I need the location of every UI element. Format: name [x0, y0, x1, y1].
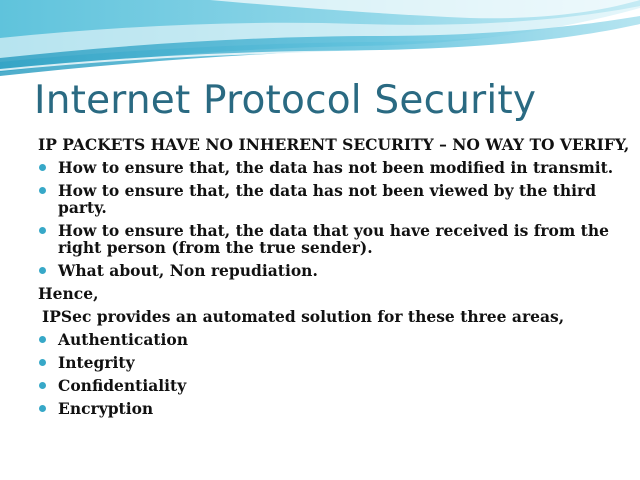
bullet-icon	[39, 336, 46, 343]
bullet-item	[38, 182, 618, 216]
slide-title: Internet Protocol Security	[34, 78, 537, 123]
hence-text: Hence,	[38, 284, 99, 303]
solution-text: IPSec provides an automated solution for these three areas,	[42, 307, 565, 326]
bullet-icon	[39, 359, 46, 366]
bullet-text: Confidentiality	[58, 376, 187, 395]
bullet-icon	[39, 382, 46, 389]
bullet-item	[38, 222, 618, 256]
bullet-text: What about, Non repudiation.	[58, 261, 318, 280]
header-wave-decoration	[0, 0, 640, 82]
bullet-icon	[39, 267, 46, 274]
bullet-item	[38, 377, 618, 394]
bullet-icon	[39, 405, 46, 412]
bullet-item	[38, 262, 618, 279]
slide-body	[38, 135, 630, 423]
bullet-item	[38, 400, 618, 417]
bullet-text: How to ensure that, the data has not been modified in transmit.	[58, 158, 614, 177]
intro-heading: IP PACKETS HAVE NO INHERENT SECURITY – NO WAY TO VERIFY,	[38, 135, 630, 154]
bullet-icon	[39, 164, 46, 171]
bullet-icon	[39, 187, 46, 194]
bullet-text: How to ensure that, the data has not been viewed by the third party.	[58, 181, 597, 217]
bullet-text: Encryption	[58, 399, 154, 418]
bullet-item	[38, 354, 618, 371]
bullet-item	[38, 331, 618, 348]
bullet-text: How to ensure that, the data that you have received is from the right person (from the true sender).	[58, 221, 609, 257]
bullet-item	[38, 159, 618, 176]
bullet-text: Authentication	[58, 330, 189, 349]
bullet-icon	[39, 227, 46, 234]
bullet-text: Integrity	[58, 353, 135, 372]
